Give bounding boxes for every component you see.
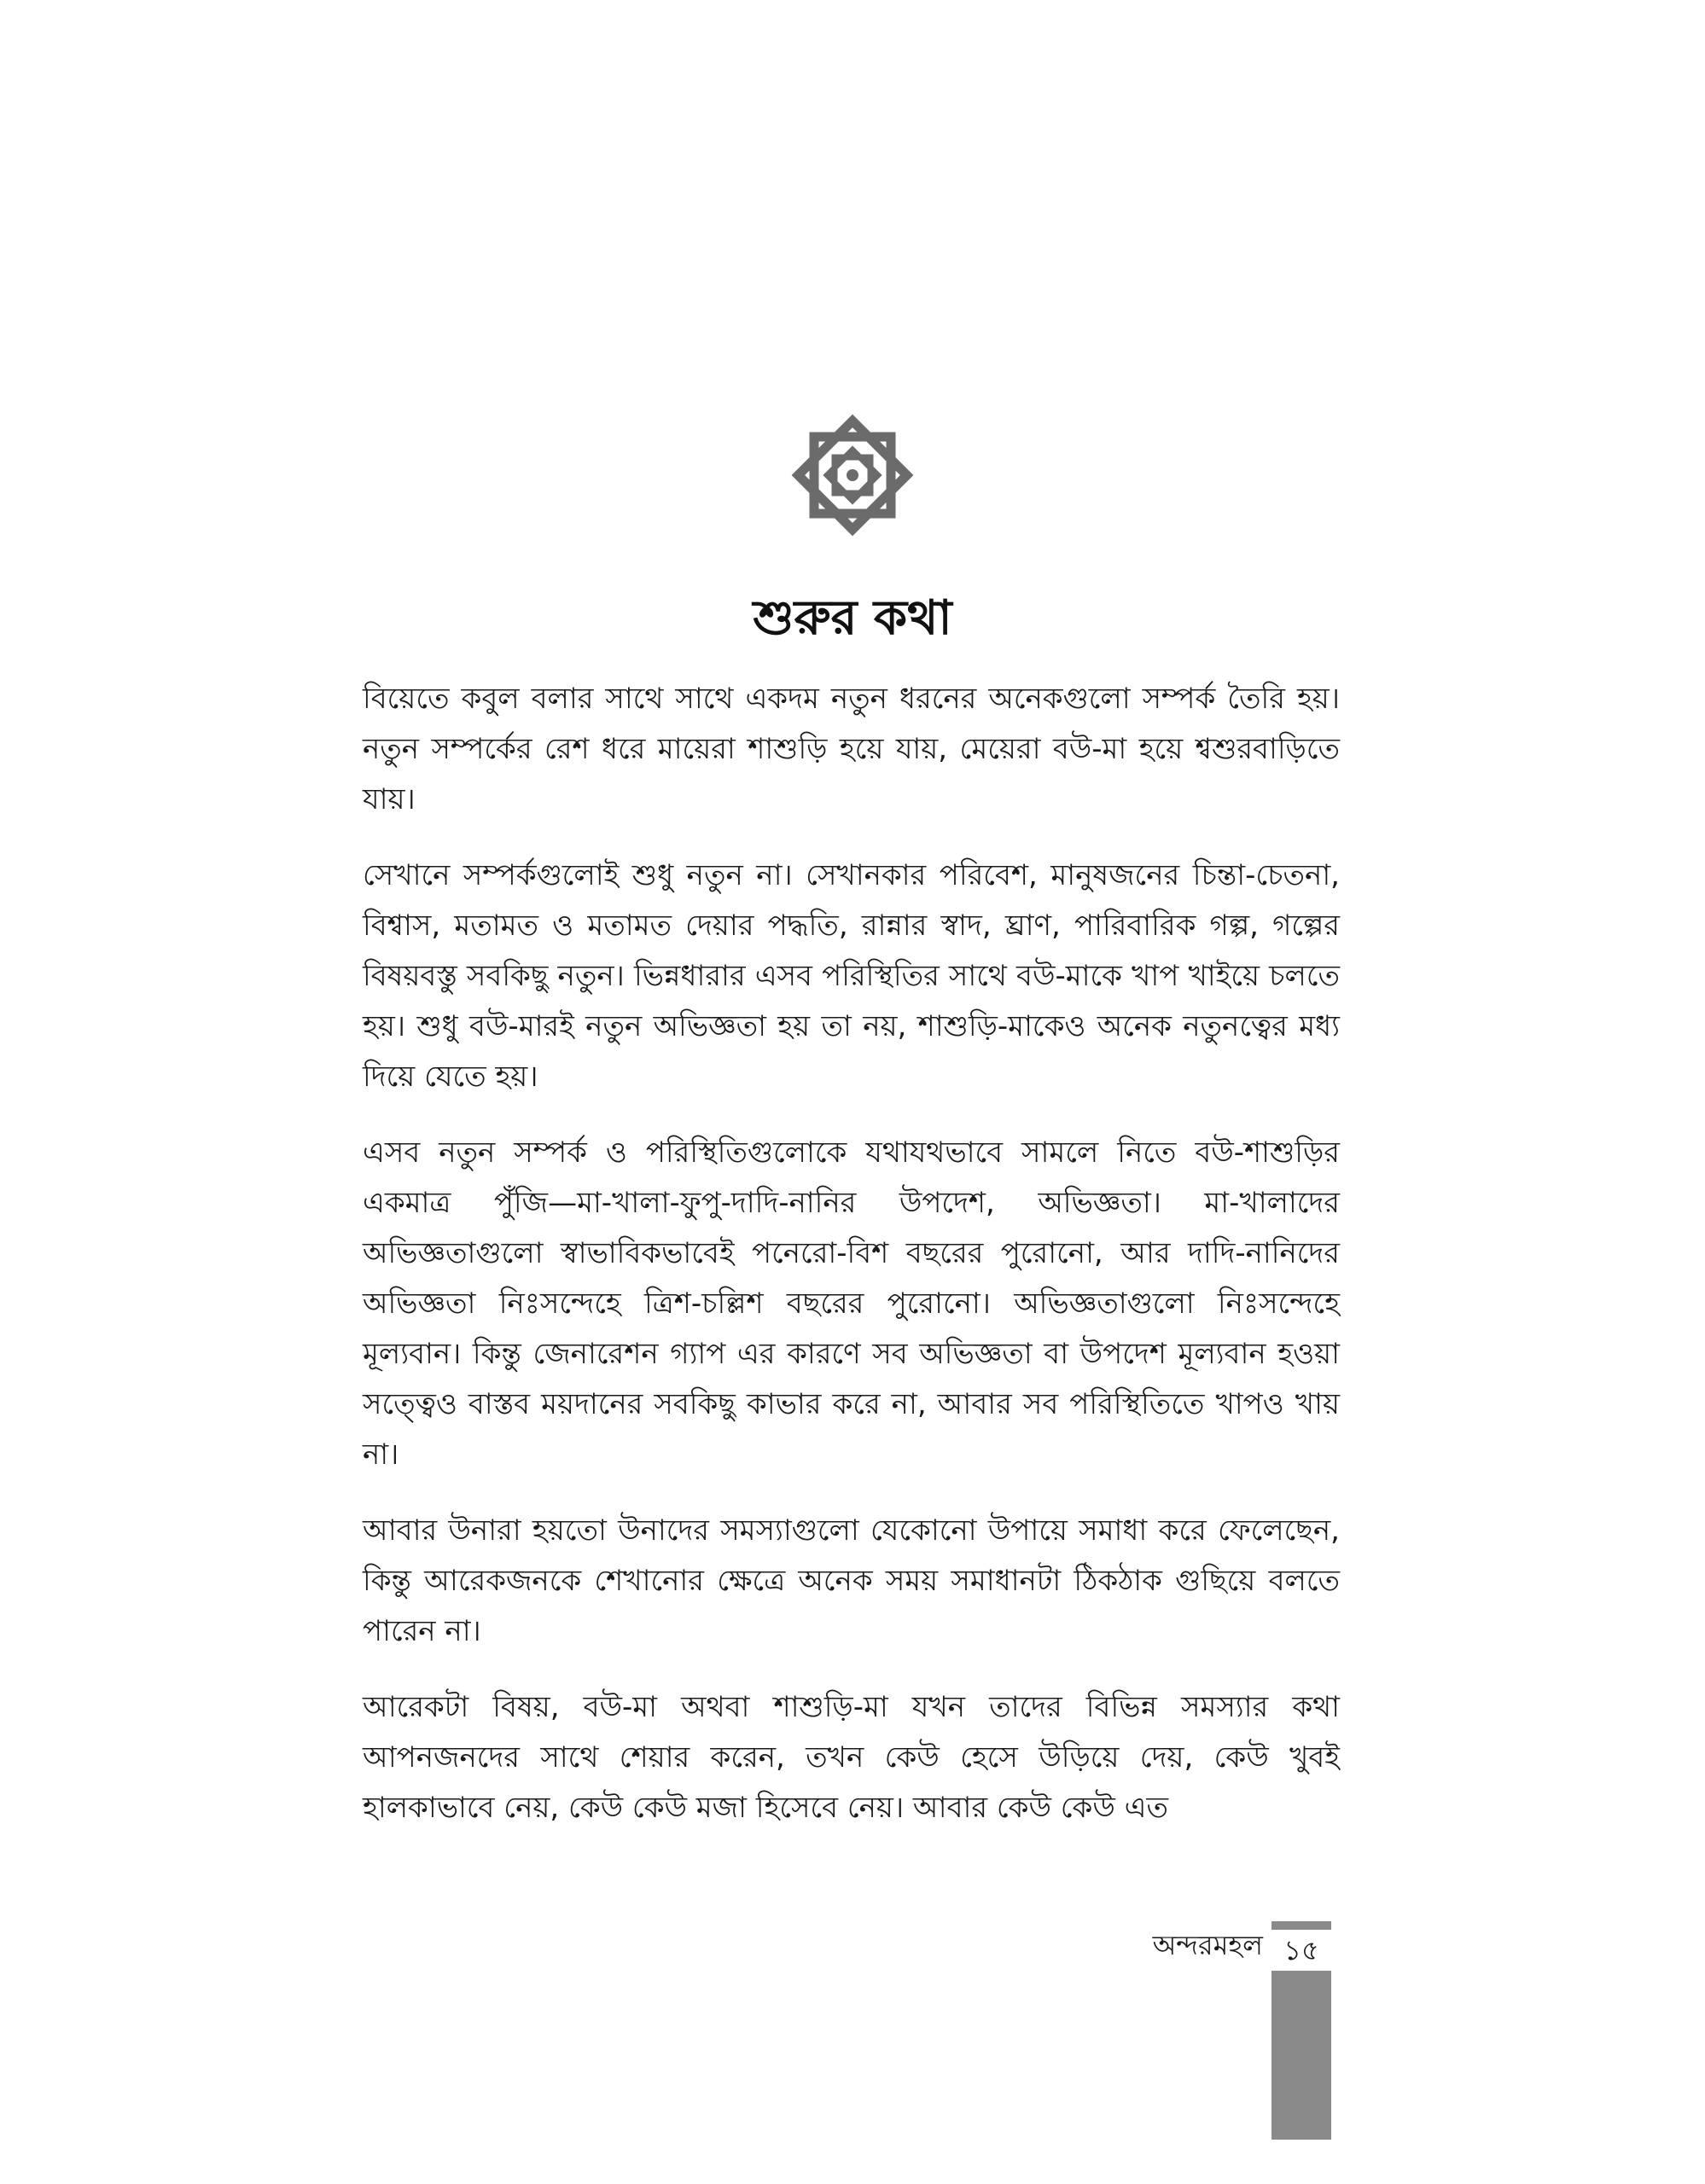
chapter-title: শুরুর কথা (753, 590, 952, 646)
paragraph: বিয়েতে কবুল বলার সাথে সাথে একদম নতুন ধরনের অনেকগুলো সম্পর্ক তৈরি হয়। নতুন সম্পর্কের রেশ ধরে মায়েরা শাশুড়ি হয়ে যায়, মেয়েরা বউ-মা হয়ে শ্বশুরবাড়িতে যায়। (363, 682, 1340, 816)
body-text (363, 674, 1340, 1859)
page-tab-bar (1271, 1971, 1331, 2140)
paragraph: আরেকটা বিষয়, বউ-মা অথবা শাশুড়ি-মা যখন তাদের বিভিন্ন সমস্যার কথা আপনজনদের সাথে শেয়ার করেন, তখন কেউ হেসে উড়িয়ে দেয়, কেউ খুবই হালকাভাবে নেয়, কেউ কেউ মজা হিসেবে নেয়। আবার কেউ কেউ এত (363, 1690, 1340, 1825)
running-footer-book-title: অন্দরমহল (1152, 1929, 1263, 1961)
page-tab-top-bar (1271, 1921, 1331, 1930)
page-number: ১৫ (1283, 1934, 1319, 1966)
paragraph: আবার উনারা হয়তো উনাদের সমস্যাগুলো যেকোনো উপায়ে সমাধা করে ফেলেছেন, কিন্তু আরেকজনকে শেখানোর ক্ষেত্রে অনেক সময় সমাধানটা ঠিকঠাক গুছিয়ে বলতে পারেন না। (363, 1513, 1340, 1648)
paragraph: এসব নতুন সম্পর্ক ও পরিস্থিতিগুলোকে যথাযথভাবে সামলে নিতে বউ-শাশুড়ির একমাত্র পুঁজি—মা-খালা-ফুপু-দাদি-নানির উপদেশ, অভিজ্ঞতা। মা-খালাদের অভিজ্ঞতাগুলো স্বাভাবিকভাবেই পনেরো-বিশ বছরের পুরোনো, আর দাদি-নানিদের অভিজ্ঞতা নিঃসন্দেহে ত্রিশ-চল্লিশ বছরের পুরোনো। অভিজ্ঞতাগুলো নিঃসন্দেহে মূল্যবান। কিন্তু জেনারেশন গ্যাপ এর কারণে সব অভিজ্ঞতা বা উপদেশ মূল্যবান হওয়া সত্ত্বেও বাস্তব ময়দানের সবকিছু কাভার করে না, আবার সব পরিস্থিতিতে খাপও খায় না। (363, 1136, 1340, 1472)
eight-point-star-ornament-icon (785, 408, 920, 543)
paragraph: সেখানে সম্পর্কগুলোই শুধু নতুন না। সেখানকার পরিবেশ, মানুষজনের চিন্তা-চেতনা, বিশ্বাস, মতামত ও মতামত দেয়ার পদ্ধতি, রান্নার স্বাদ, ঘ্রাণ, পারিবারিক গল্প, গল্পের বিষয়বস্তু সবকিছু নতুন। ভিন্নধারার এসব পরিস্থিতির সাথে বউ-মাকে খাপ খাইয়ে চলতে হয়। শুধু বউ-মারই নতুন অভিজ্ঞতা হয় তা নয়, শাশুড়ি-মাকেও অনেক নতুনত্বের মধ্য দিয়ে যেতে হয়। (363, 858, 1340, 1094)
